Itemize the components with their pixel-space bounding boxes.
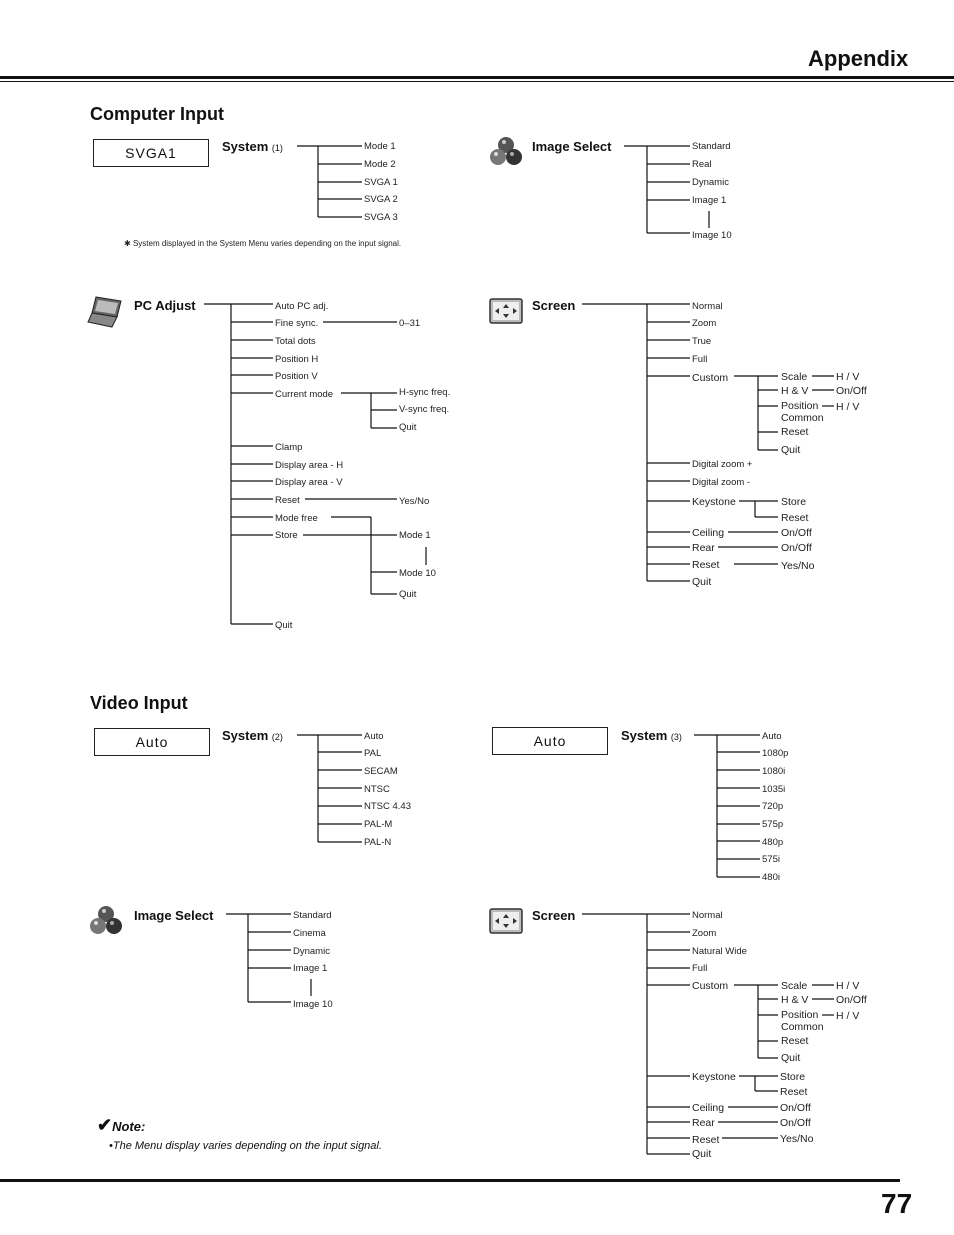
- screen-icon: [488, 906, 524, 938]
- submenu-item: Reset: [780, 1086, 808, 1098]
- system-note: (2): [271, 732, 283, 742]
- asterisk-icon: ✱: [124, 239, 131, 248]
- checkmark-icon: ✔: [97, 1115, 113, 1135]
- submenu-item: Mode 1: [399, 530, 431, 541]
- system-display-box: Auto: [94, 728, 210, 756]
- menu-item: Keystone: [692, 496, 736, 508]
- menu-item: Digital zoom +: [692, 459, 753, 470]
- custom-value: H / V: [836, 1010, 860, 1022]
- system-display-box: Auto: [492, 727, 608, 755]
- menu-item: Custom: [692, 980, 729, 992]
- menu-item: Dynamic: [293, 946, 330, 957]
- submenu-item: H-sync freq.: [399, 387, 451, 398]
- reset-value: Yes/No: [399, 496, 430, 507]
- menu-item: Store: [275, 530, 298, 541]
- footnote-text: System displayed in the System Menu varies depending on the input signal.: [132, 239, 402, 248]
- menu-item: NTSC: [364, 784, 390, 795]
- submenu-item: Reset: [781, 512, 809, 524]
- submenu-item: Quit: [781, 1052, 801, 1064]
- system-display-box: SVGA1: [93, 139, 209, 167]
- page-number: 77: [881, 1188, 913, 1219]
- menu-item: Dynamic: [692, 177, 729, 188]
- menu-item: Mode 2: [364, 159, 396, 170]
- menu-item: 720p: [762, 801, 784, 812]
- menu-item: Fine sync.: [275, 318, 319, 329]
- menu-item: Position H: [275, 354, 319, 365]
- menu-item: Standard: [293, 910, 332, 921]
- submenu-item: H & V: [781, 385, 809, 397]
- system-label-text: System: [222, 728, 269, 743]
- screen-label: Screen: [532, 298, 576, 313]
- menu-item: Quit: [275, 620, 293, 631]
- submenu-item: Position: [781, 400, 819, 412]
- submenu-item: Store: [781, 496, 807, 508]
- submenu-item: Store: [780, 1071, 806, 1083]
- menu-item: Image 1: [692, 195, 727, 206]
- screen-icon: [488, 296, 524, 328]
- reset-value: Yes/No: [780, 1133, 814, 1145]
- custom-value: H / V: [836, 401, 860, 413]
- menu-item: 480p: [762, 837, 784, 848]
- submenu-item: Common: [781, 1021, 824, 1033]
- menu-item: Mode 1: [364, 141, 396, 152]
- menu-item: 575p: [762, 819, 784, 830]
- screen-label: Screen: [532, 908, 576, 923]
- menu-item: Auto: [364, 731, 384, 742]
- reset-value: Yes/No: [781, 560, 815, 572]
- system-label-text: System: [222, 139, 269, 154]
- menu-item: 1080i: [762, 766, 786, 777]
- system-footnote: [124, 239, 401, 248]
- menu-item: PAL: [364, 748, 382, 759]
- menu-item: Current mode: [275, 389, 334, 400]
- menu-item: Quit: [692, 1148, 712, 1160]
- system-menu-label: [621, 728, 682, 743]
- submenu-item: Reset: [781, 1035, 809, 1047]
- menu-item: Full: [692, 354, 708, 365]
- menu-item: Clamp: [275, 442, 303, 453]
- footer-rule: [0, 1179, 900, 1182]
- menu-item: Position V: [275, 371, 318, 382]
- submenu-item: Scale: [781, 371, 808, 383]
- menu-item: Normal: [692, 910, 723, 921]
- menu-item: Cinema: [293, 928, 326, 939]
- video-input-title: Video Input: [90, 693, 188, 713]
- menu-item: Custom: [692, 372, 729, 384]
- system-menu-label: [222, 728, 283, 743]
- menu-item: SVGA 3: [364, 212, 398, 223]
- menu-item: Normal: [692, 301, 723, 312]
- menu-item: Standard: [692, 141, 731, 152]
- submenu-item: Position: [781, 1009, 819, 1021]
- menu-item: Reset: [275, 495, 300, 506]
- menu-item: Natural Wide: [692, 946, 747, 957]
- menu-item: Reset: [692, 1134, 720, 1146]
- system-label-text: System: [621, 728, 668, 743]
- menu-item: Full: [692, 963, 708, 974]
- menu-item: Rear: [692, 542, 715, 554]
- menu-item: Display area - H: [275, 460, 344, 471]
- menu-item: Display area - V: [275, 477, 343, 488]
- menu-item: Auto: [762, 731, 782, 742]
- menu-item: Ceiling: [692, 1102, 725, 1114]
- submenu-item: Reset: [781, 426, 809, 438]
- menu-item: Zoom: [692, 928, 717, 939]
- menu-item: True: [692, 336, 712, 347]
- submenu-item: H & V: [781, 994, 809, 1006]
- ceiling-value: On/Off: [780, 1102, 811, 1114]
- system-menu-label: [222, 139, 283, 154]
- submenu-item: Quit: [781, 444, 801, 456]
- menu-item: 1080p: [762, 748, 789, 759]
- image-select-label: Image Select: [134, 908, 214, 923]
- menu-item: SVGA 2: [364, 194, 398, 205]
- menu-item: Rear: [692, 1117, 715, 1129]
- menu-item: NTSC 4.43: [364, 801, 411, 812]
- custom-value: On/Off: [836, 385, 867, 397]
- submenu-item: Common: [781, 412, 824, 424]
- note-title: Note:: [112, 1119, 146, 1134]
- submenu-item: Quit: [399, 422, 417, 433]
- custom-value: H / V: [836, 980, 860, 992]
- submenu-item: Mode 10: [399, 568, 436, 579]
- menu-item: 575i: [762, 854, 780, 865]
- pc-adjust-label: PC Adjust: [134, 298, 196, 313]
- system-note: (3): [670, 732, 682, 742]
- pc-adjust-icon: [87, 295, 125, 329]
- submenu-item: V-sync freq.: [399, 404, 450, 415]
- menu-item: SECAM: [364, 766, 398, 777]
- menu-item: Image 10: [692, 230, 732, 241]
- menu-item: Image 1: [293, 963, 328, 974]
- menu-item: Digital zoom -: [692, 477, 751, 488]
- computer-input-title: Computer Input: [90, 104, 224, 124]
- note-text: •The Menu display varies depending on the input signal.: [109, 1140, 382, 1152]
- menu-item: Total dots: [275, 336, 316, 347]
- menu-item: PAL-M: [364, 819, 393, 830]
- menu-item: Reset: [692, 559, 720, 571]
- custom-value: H / V: [836, 371, 860, 383]
- image-select-icon: [488, 134, 524, 170]
- system-note: (1): [271, 143, 283, 153]
- menu-item: Keystone: [692, 1071, 736, 1083]
- submenu-item: Scale: [781, 980, 808, 992]
- submenu-item: Quit: [399, 589, 417, 600]
- image-select-label: Image Select: [532, 139, 612, 154]
- menu-item: 1035i: [762, 784, 786, 795]
- rear-value: On/Off: [781, 542, 812, 554]
- menu-item: Quit: [692, 576, 712, 588]
- page-header-title: Appendix: [808, 46, 909, 71]
- menu-item: Image 10: [293, 999, 333, 1010]
- menu-item: Mode free: [275, 513, 318, 524]
- image-select-icon: [88, 903, 124, 939]
- note-heading: [97, 1115, 145, 1136]
- custom-value: On/Off: [836, 994, 867, 1006]
- menu-item: PAL-N: [364, 837, 392, 848]
- menu-item: Zoom: [692, 318, 717, 329]
- menu-item: Real: [692, 159, 712, 170]
- menu-item: Ceiling: [692, 527, 725, 539]
- rear-value: On/Off: [780, 1117, 811, 1129]
- fine-sync-value: 0–31: [399, 318, 421, 329]
- ceiling-value: On/Off: [781, 527, 812, 539]
- menu-item: 480i: [762, 872, 780, 883]
- menu-item: Auto PC adj.: [275, 301, 329, 312]
- menu-item: SVGA 1: [364, 177, 398, 188]
